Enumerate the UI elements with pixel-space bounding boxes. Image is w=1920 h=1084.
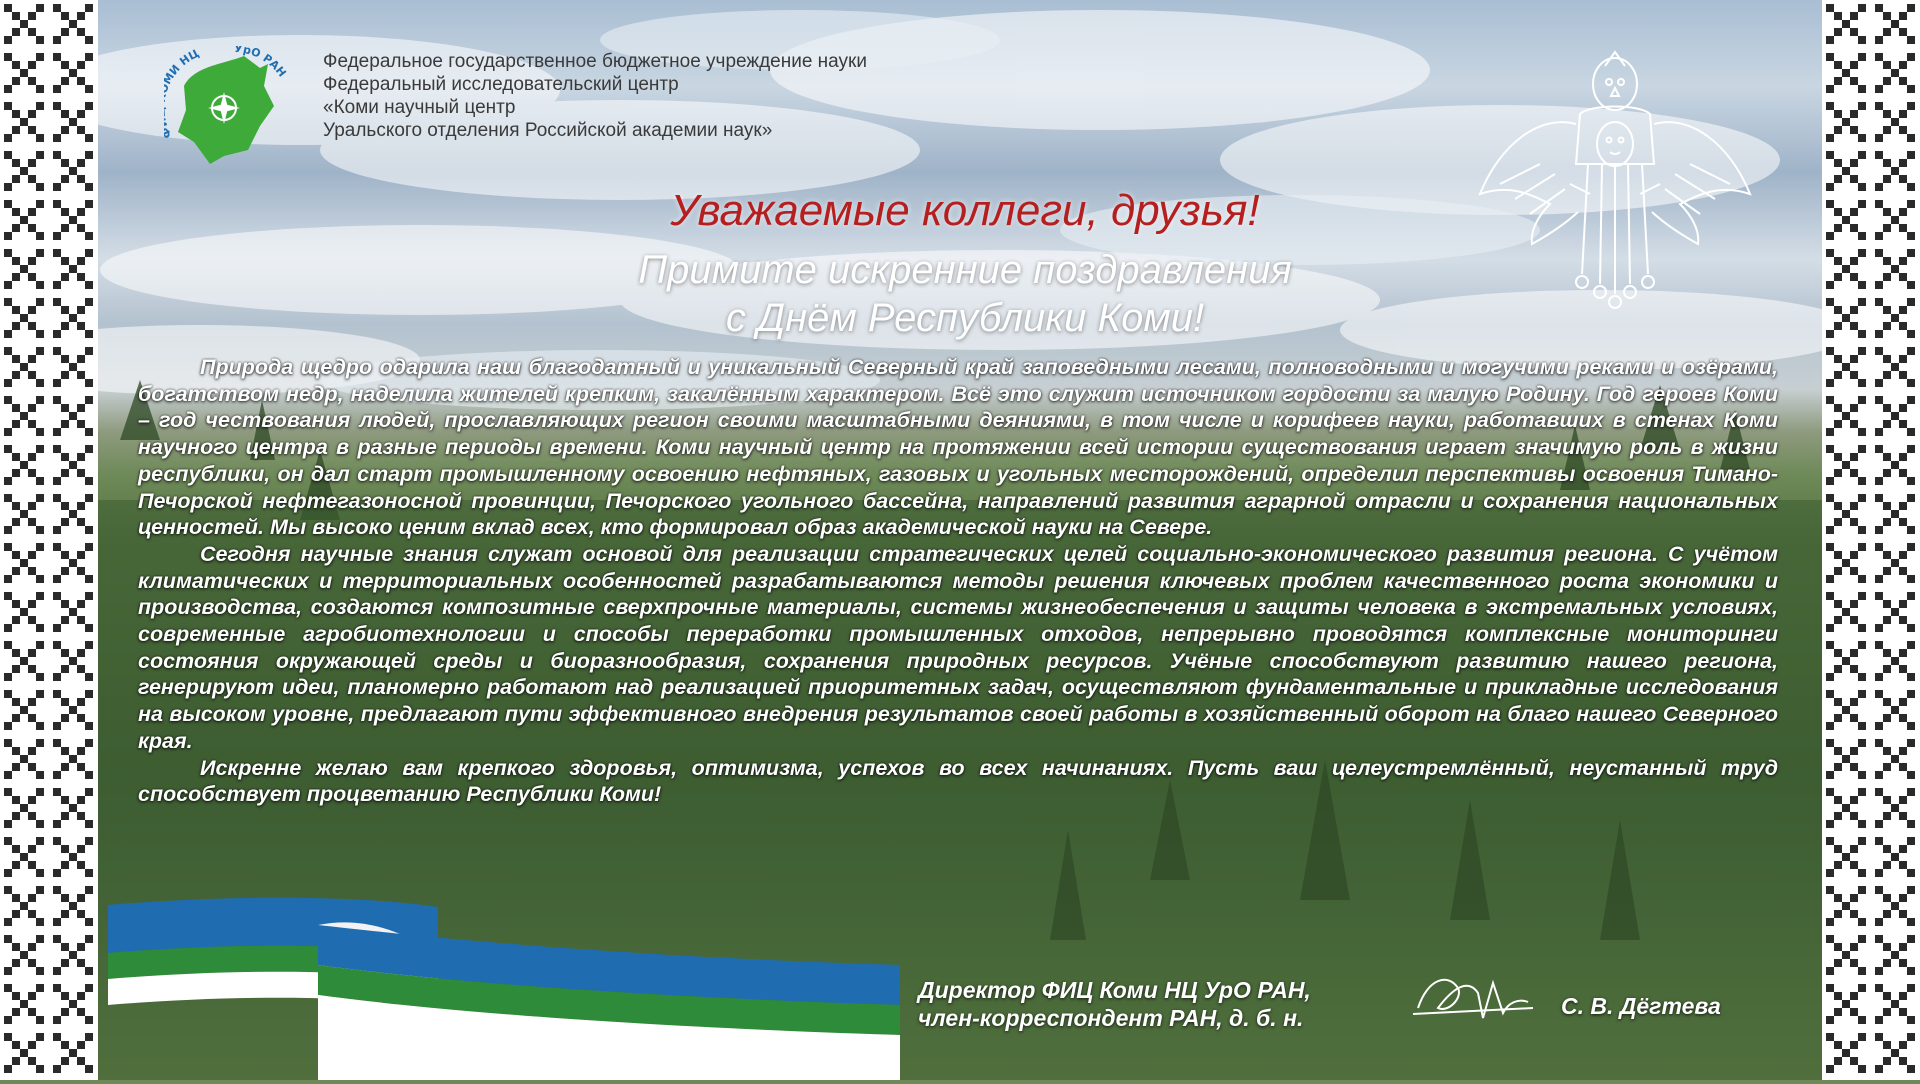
letter-paragraph: Сегодня научные знания служат основой для реализации стратегических целей социально-экономического развития региона. С учётом климатических и территориальных особенностей разрабатываются методы решения ключевых проблем качественного роста экономики и производства, создаются композитные сверхпрочные материалы, системы жизнеобеспечения и защиты человека в экстремальных условиях, современные агробиотехнологии и способы переработки промышленных отходов, непрерывно проводятся комплексные мониторинги состояния окружающей среды и биоразнообразия, сохранения природных ресурсов. Учёные способствуют развитию нашего региона, генерируют идеи, планомерно работают над реализацией приоритетных задач, осуществляют фундаментальные и прикладные исследования на высоком уровне, предлагают пути эффективного внедрения результатов своей работы в хозяйственный оборот на благо нашего Северного края.: [138, 541, 1778, 753]
congratulations-line: с Днём Республики Коми!: [725, 296, 1205, 340]
organization-line: Федеральное государственное бюджетное учреждение науки: [323, 51, 867, 72]
komi-ornament-pattern: [1822, 0, 1920, 1080]
signer-name: С. В. Дёгтева: [1561, 993, 1721, 1019]
logo-text-right: УрО РАН: [233, 46, 289, 80]
right-ornament-border: [1822, 0, 1920, 1080]
greeting-heading: Уважаемые коллеги, друзья!: [670, 186, 1260, 235]
left-ornament-border: [0, 0, 98, 1080]
signatory-position-line: член-корреспондент РАН, д. б. н.: [918, 1005, 1304, 1031]
signatory-position: [918, 976, 1311, 1032]
logo-text-left: И НЦ: [166, 46, 202, 78]
komi-emblem-bird: [1470, 44, 1760, 314]
letter-paragraph: Искренне желаю вам крепкого здоровья, оптимизма, успехов во всех начинаниях. Пусть ваш целеустремлённый, неустанный труд способствует процветанию Республики Коми!: [138, 755, 1778, 807]
congratulations-heading: [480, 246, 1450, 342]
komi-flag-ribbon: [108, 895, 908, 1080]
organization-line: Федеральный исследовательский центр: [323, 74, 679, 95]
komi-ornament-pattern: [0, 0, 98, 1080]
letter-paragraph: Природа щедро одарила наш благодатный и уникальный Северный край заповедными лесами, полноводными и могучими реками и озёрами, богатством недр, наделила жителей крепким, закалённым характером. Всё это служит источником гордости за малую Родину. Год героев Коми – год чествования людей, прославляющих регион своими масштабными деяниями, в том числе и корифеев науки, работавших в стенах Коми научного центра в разные периоды времени. Коми научный центр на протяжении всей истории существования играет значимую роль в жизни республики, он дал старт промышленному освоению нефтяных, газовых и угольных месторождений, определил перспективы освоения Тимано-Печорской нефтегазоносной провинции, Печорского угольного бассейна, направлений развития аграрной отрасли и сохранения национальных ценностей. Мы высоко ценим вклад всех, кто формировал образ академической науки на Севере.: [138, 355, 1778, 540]
organization-line: Уральского отделения Российской академии наук»: [323, 120, 773, 141]
organization-name: [323, 50, 867, 142]
organization-line: «Коми научный центр: [323, 97, 516, 118]
congratulations-line: Примите искренние поздравления: [638, 248, 1292, 292]
signatory-position-line: Директор ФИЦ Коми НЦ УрО РАН,: [918, 977, 1311, 1003]
fic-komi-logo: [164, 46, 292, 168]
handwritten-signature: [1408, 968, 1538, 1028]
letter-body: [138, 354, 1778, 808]
